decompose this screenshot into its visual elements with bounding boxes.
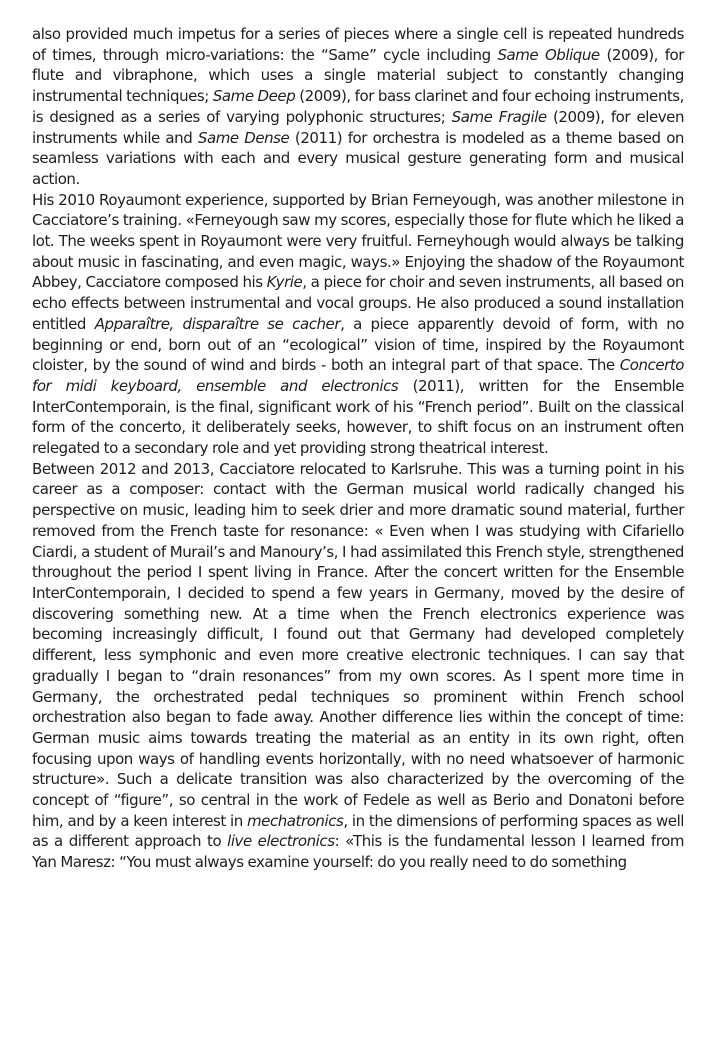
paragraph	[32, 24, 684, 190]
text-run: (2009), for eleven instruments while and	[32, 107, 685, 147]
italic-title: live electronics	[227, 832, 335, 851]
text-run: also provided much impetus for a series of pieces where a single cell is repeated hundreds of times, through micro-variations: the “Same” cycle including	[32, 25, 684, 64]
italic-title: Same Deep	[212, 87, 296, 106]
italic-title: Kyrie	[266, 273, 303, 292]
text-run: Between 2012 and 2013, Cacciatore relocated to Karlsruhe. This was a turning point in his career as a composer: contact with the German musical world radically changed his perspective on music, leading him to seek drier and more dramatic sound material, further removed from the French taste for resonance: « Even when I was studying with Cifariello Ciardi, a student of Murail’s and Manoury’s, I had assimilated this French style, strengthened throughout the period I spent living in France. After the concert written for the Ensemble InterContemporain, I decided to spend a few years in Germany, moved by the desire of discovering something new. At a time when the French electronics experience was becoming increasingly difficult, I found out that Germany had developed completely different, less symphonic and even more creative electronic techniques. I can say that gradually I began to “drain resonances” from my own scores. As I spent more time in Germany, the orchestrated pedal techniques so prominent within French school orchestration also began to fade away. Another difference lies within the concept of time: German music aims towards treating the material as an entity in its own right, often focusing upon ways of handling events horizontally, with no need whatsoever of harmonic structure». Such a delicate transition was also characterized by the overcoming of the concept of “figure”, so central in the work of Fedele as well as Berio and Donatoni before him, and by a keen interest in	[32, 459, 684, 830]
text-run: , a piece for choir and seven instruments, all based on echo effects between instrumental and vocal groups. He also produced a sound installation entitled	[32, 273, 684, 333]
paragraph	[32, 190, 684, 459]
text-run: : «This is the fundamental lesson I learned from Yan Maresz: “You must always examine yourself: do you really need to do something	[32, 832, 684, 872]
italic-title: mechatronics	[247, 811, 344, 830]
italic-title: Concerto for midi keyboard, ensemble and electronics	[32, 356, 684, 395]
paragraph	[32, 459, 684, 873]
text-run: , in the dimensions of performing spaces as well as a different approach to	[32, 811, 684, 851]
italic-title: Same Oblique	[497, 45, 600, 64]
text-run: (2011) for orchestra is modeled as a theme based on seamless variations with each and every musical gesture generating form and musical action.	[32, 128, 684, 188]
italic-title: Same Dense	[197, 128, 290, 147]
italic-title: Same Fragile	[451, 107, 547, 126]
italic-title: Apparaître, disparaître se cacher	[94, 314, 341, 333]
text-run: (2009), for flute and vibraphone, which uses a single material subject to constantly changing instrumental techniques;	[32, 45, 684, 106]
text-run: (2009), for bass clarinet and four echoing instruments, is designed as a series of varying polyphonic structures;	[32, 87, 684, 126]
text-run: (2011), written for the Ensemble InterContemporain, is the final, significant work of his “French period”. Built on the classical form of the concerto, it deliberately seeks, however, to shift focus on an instrument often relegated to a secondary role and yet providing strong theatrical interest.	[32, 376, 684, 458]
text-run: , a piece apparently devoid of form, with no beginning or end, born out of an “ecological” vision of time, inspired by the Royaumont cloister, by the sound of wind and birds - both an integral part of that space. The	[32, 314, 685, 375]
text-run: His 2010 Royaumont experience, supported by Brian Ferneyough, was another milestone in Cacciatore’s training. «Ferneyough saw my scores, especially those for flute which he liked a lot. The weeks spent in Royaumont were very fruitful. Ferneyhough would always be talking about music in fascinating, and even magic, ways.» Enjoying the shadow of the Royaumont Abbey, Cacciatore composed his	[32, 190, 684, 292]
